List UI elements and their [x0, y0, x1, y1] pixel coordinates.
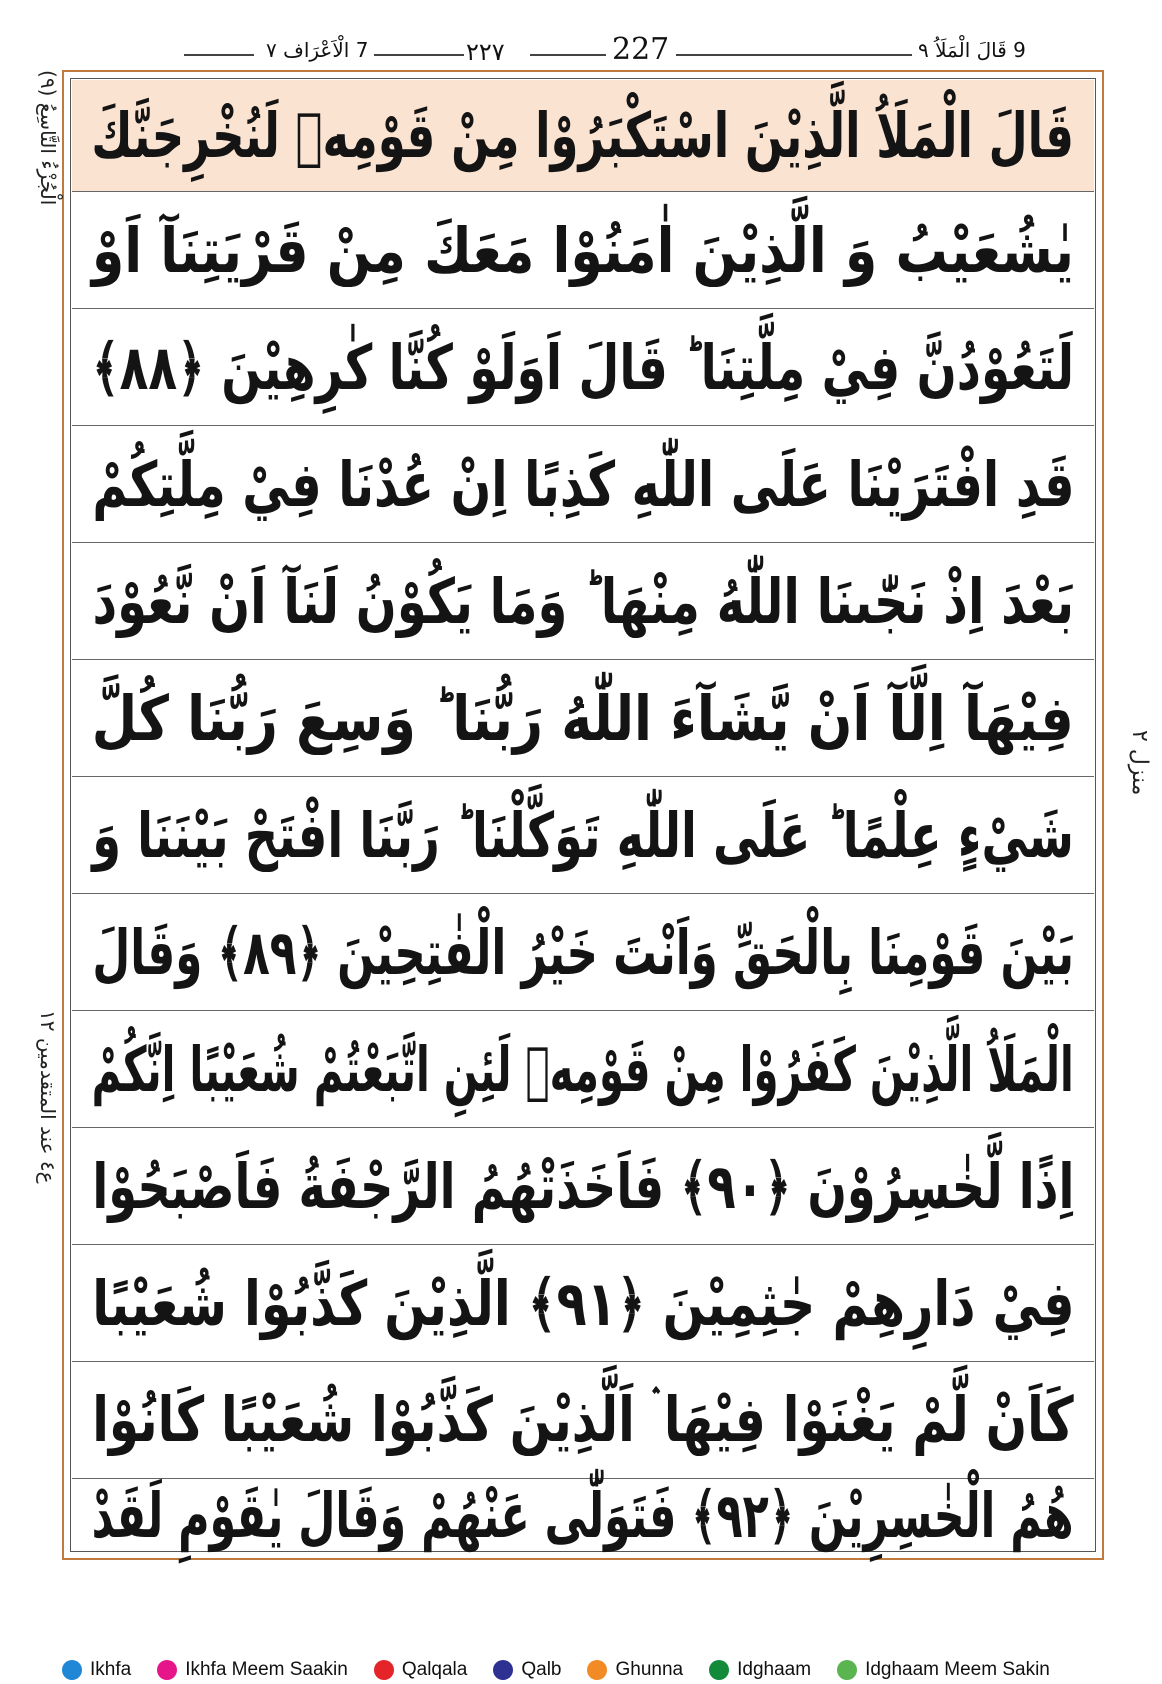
- ikhfa-color-dot: [62, 1660, 82, 1680]
- ruku-marker: ع٤ عند المتقدمين ١٢: [36, 1010, 60, 1184]
- verse-line-text: فِيْهَآ اِلَّآ اَنْ يَّشَآءَ اللّٰهُ رَبُّنَا ؕ وَسِعَ رَبُّنَا كُلَّ: [91, 681, 1075, 755]
- verse-line-text: بَيْنَ قَوْمِنَا بِالْحَقِّ وَاَنْتَ خَيْرُ الْفٰتِحِيْنَ ﴿٨٩﴾ وَقَالَ: [92, 915, 1074, 989]
- ghunna-color-dot: [587, 1660, 607, 1680]
- ikhfa-meem-color-dot: [157, 1660, 177, 1680]
- idghaam-meem-color-dot: [837, 1660, 857, 1680]
- legend-label: Idghaam: [737, 1659, 812, 1680]
- page-header: [64, 32, 1098, 72]
- verse-line: [72, 543, 1094, 660]
- legend-item-ikhfa: [62, 1659, 131, 1681]
- verse-line: [72, 1011, 1094, 1128]
- verse-line: [72, 80, 1094, 192]
- verse-line: [72, 1362, 1094, 1479]
- verse-line-text: لَتَعُوْدُنَّ فِيْ مِلَّتِنَا ؕ قَالَ اَوَلَوْ كُنَّا كٰرِهِيْنَ ﴿٨٨﴾: [91, 330, 1074, 404]
- qalqala-color-dot: [374, 1660, 394, 1680]
- verse-line: [72, 426, 1094, 543]
- verse-line-text: فِيْ دَارِهِمْ جٰثِمِيْنَ ﴿٩١﴾ الَّذِيْنَ كَذَّبُوْا شُعَيْبًا: [91, 1266, 1075, 1340]
- juz-marker: الْجُزْءُ التَّاسِعُ (٩): [36, 70, 60, 206]
- legend-label: Ikhfa: [90, 1659, 132, 1680]
- legend-item-ikhfa-meem-saakin: [157, 1659, 348, 1681]
- legend-item-ghunna: [587, 1659, 683, 1681]
- legend-label: Ikhfa Meem Saakin: [185, 1659, 348, 1680]
- page-number-arabic: ٢٢٧: [466, 38, 505, 66]
- tajweed-legend: [62, 1656, 1112, 1684]
- legend-item-qalqala: [374, 1659, 468, 1681]
- manzil-marker: منزل ٢: [1127, 730, 1152, 796]
- header-rule: [530, 54, 606, 56]
- verse-line-text: يٰشُعَيْبُ وَ الَّذِيْنَ اٰمَنُوْا مَعَكَ مِنْ قَرْيَتِنَآ اَوْ: [91, 213, 1075, 287]
- verse-line: [72, 192, 1094, 309]
- verse-line: [72, 1479, 1094, 1551]
- legend-item-idghaam: [709, 1659, 811, 1681]
- page-number: 227: [612, 32, 670, 67]
- verse-line-text: قَدِ افْتَرَيْنَا عَلَى اللّٰهِ كَذِبًا اِنْ عُدْنَا فِيْ مِلَّتِكُمْ: [91, 447, 1075, 521]
- header-rule: [184, 54, 254, 56]
- verse-line-text: كَاَنْ لَّمْ يَغْنَوْا فِيْهَا ۛ اَلَّذِيْنَ كَذَّبُوْا شُعَيْبًا كَانُوْا: [92, 1383, 1074, 1456]
- legend-label: Idghaam Meem Sakin: [865, 1659, 1050, 1680]
- verse-line-text: بَعْدَ اِذْ نَجّٰىنَا اللّٰهُ مِنْهَا ؕ وَمَا يَكُوْنُ لَنَآ اَنْ نَّعُوْدَ: [92, 564, 1074, 638]
- verse-line-text: هُمُ الْخٰسِرِيْنَ ﴿٩٢﴾ فَتَوَلّٰى عَنْهُمْ وَقَالَ يٰقَوْمِ لَقَدْ: [91, 1478, 1074, 1552]
- legend-label: Ghunna: [615, 1659, 684, 1680]
- verse-line: [72, 660, 1094, 777]
- verse-line: [72, 1128, 1094, 1245]
- legend-item-qalb: [493, 1659, 561, 1681]
- legend-label: Qalqala: [401, 1659, 468, 1680]
- verse-line: [72, 1245, 1094, 1362]
- legend-label: Qalb: [521, 1659, 562, 1680]
- legend-item-idghaam-meem-sakin: [837, 1659, 1050, 1681]
- qalb-color-dot: [493, 1660, 513, 1680]
- verse-line: [72, 894, 1094, 1011]
- verse-line: [72, 309, 1094, 426]
- verse-line-text: قَالَ الْمَلَاُ الَّذِيْنَ اسْتَكْبَرُوْا مِنْ قَوْمِهٖ لَنُخْرِجَنَّكَ: [91, 99, 1075, 172]
- verse-line-text: شَيْءٍ عِلْمًا ؕ عَلَى اللّٰهِ تَوَكَّلْنَا ؕ رَبَّنَا افْتَحْ بَيْنَنَا وَ: [92, 798, 1074, 872]
- idghaam-color-dot: [709, 1660, 729, 1680]
- header-rule: [374, 54, 464, 56]
- verse-line: [72, 777, 1094, 894]
- verse-line-text: الْمَلَاُ الَّذِيْنَ كَفَرُوْا مِنْ قَوْمِهٖ لَئِنِ اتَّبَعْتُمْ شُعَيْبًا اِنَّكُمْ: [91, 1032, 1075, 1106]
- juz-name-right: 9 قَالَ الْمَلَاُ ٩: [918, 38, 1026, 62]
- verse-line-text: اِذًا لَّخٰسِرُوْنَ ﴿٩٠﴾ فَاَخَذَتْهُمُ الرَّجْفَةُ فَاَصْبَحُوْا: [92, 1149, 1074, 1223]
- header-rule: [676, 54, 912, 56]
- surah-name-left: 7 الْاَعْرَاف ٧: [266, 38, 369, 62]
